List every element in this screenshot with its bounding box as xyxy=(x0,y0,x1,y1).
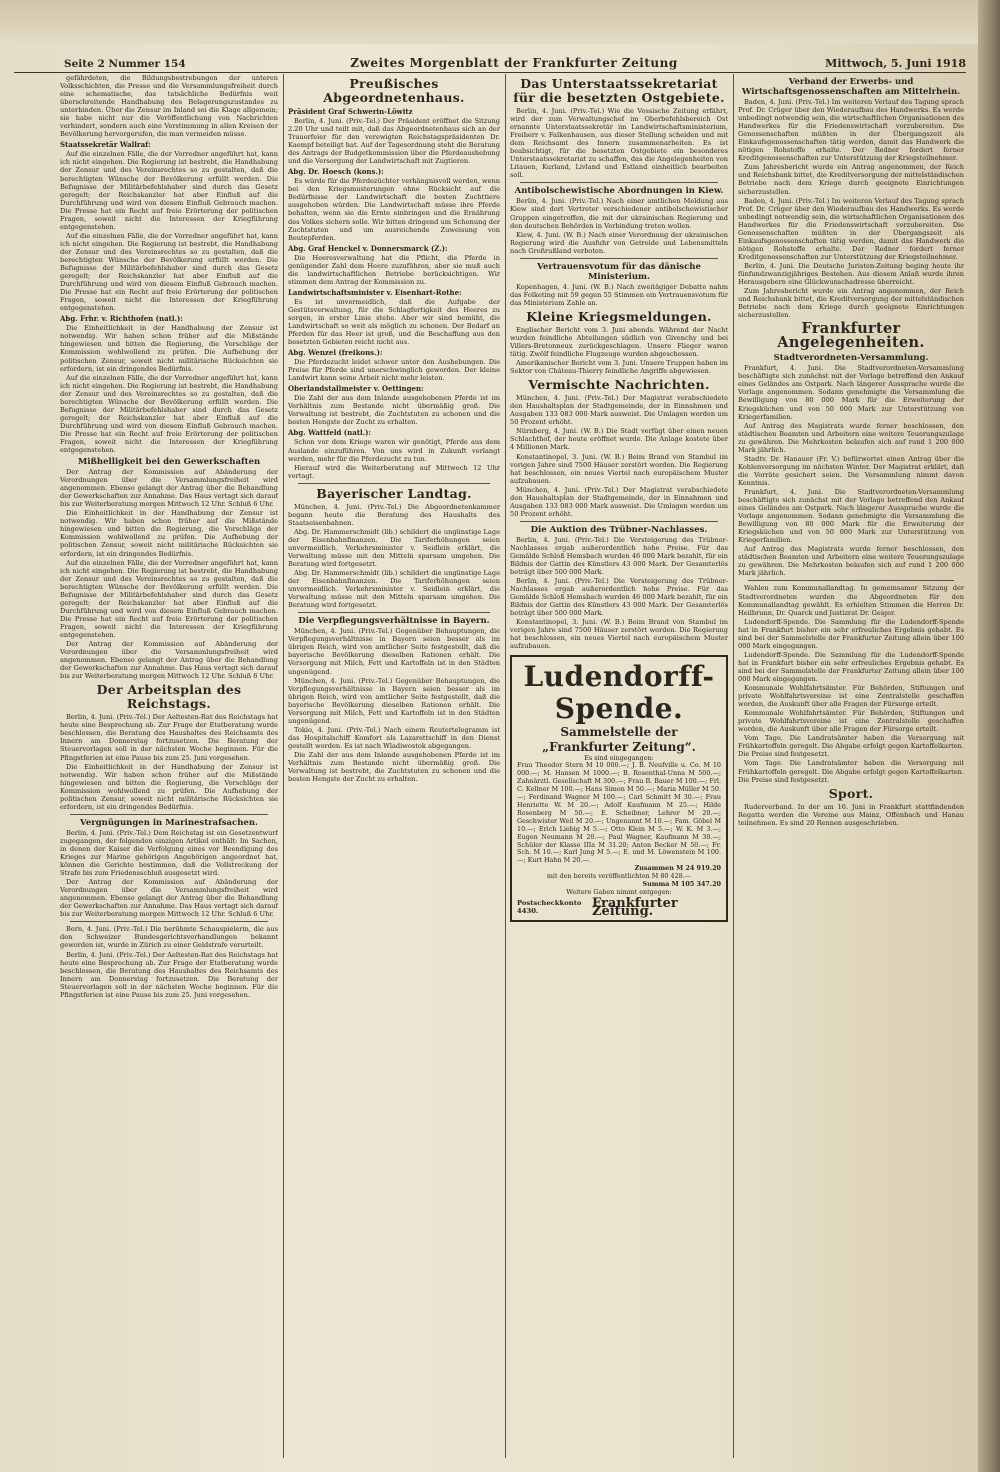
ad-sum-prev: mit den bereits veröffentlichten M 80 428.— xyxy=(546,872,692,881)
subsection-heading: Stadtverordneten-Versammlung. xyxy=(773,353,929,364)
article-text: Der Antrag der Kommission auf Abänderung der Verordnungen über die Versammlungsfreiheit wird angenommen. Ebenso gelangt der Antrag über die Behandlung der Gewerkschaften zur Annahme. Das Haus vertagt sich darauf bis zur Weiterberatung morgen Mittwoch 12 Uhr. Schluß 6 Uhr. xyxy=(60,878,278,919)
article-heading: Preußisches Abgeordnetenhaus. xyxy=(323,76,465,105)
divider xyxy=(298,483,490,484)
column-3 xyxy=(510,74,728,1458)
divider xyxy=(70,921,268,922)
article-text: Konstantinopel, 3. Juni. (W. B.) Beim Brand von Stambul im vorigen Jahre sind 7500 Häuser zerstört worden. Die Regierung hat beschlossen, ein neues Viertel nach europäischem Muster aufzubauen. xyxy=(510,452,728,485)
article-heading: Bayerischer Landtag. xyxy=(316,485,472,501)
ad-total: Summa M 105 347.20 xyxy=(642,880,721,889)
article-text: Auf die einzelnen Fälle, die der Vorredner angeführt hat, kann ich nicht eingehen. Die Regierung ist bestrebt, die Handhabung der Zensur und des Vereinsrechtes so zu gestalten, daß die berechtigten Wünsche der Bevölkerung erfüllt werden. Die Befugnisse der Militärbefehlshaber sind durch das Gesetz geregelt; der Reichskanzler hat aber Einfluß auf die Durchführung und wird von diesem Einfluß Gebrauch machen. Die Presse hat ein Recht auf freie Erörterung der politischen Fragen, soweit nicht die Interessen der Kriegführung entgegenstehen. xyxy=(60,231,278,313)
article-text: Auf Antrag des Magistrats wurde ferner beschlossen, den städtischen Beamten und Arbeitern eine weitere Teuerungszulage zu gewähren. Die Mehrkosten belaufen sich auf rund 1 200 000 Mark jährlich. xyxy=(738,545,964,578)
ad-sender: Frankfurter Zeitung. xyxy=(591,895,678,919)
speaker-heading: Abg. Graf Henckel v. Donnersmarck (Z.): xyxy=(288,243,448,253)
article-text: Wahlen zum Kommunallandtag. In gemeinsamer Sitzung der Stadtverordneten wurden die Abgeordneten für den Kommunallandtag gewählt. Es erhielten Stimmen die Herren Dr. Heilbrunn, Dr. Quarck und Justizrat Dr. Geiger. xyxy=(738,584,964,617)
article-text: Die Einheitlichkeit in der Handhabung der Zensur ist notwendig. Wir haben schon früher auf die Mißstände hingewiesen und bitten die Regierung, die Vorschläge der Kommission wohlwollend zu prüfen. Die Aufhebung der politischen Zensur, soweit nicht militärische Rücksichten sie erfordern, ist ein dringendes Bedürfnis. xyxy=(60,509,278,558)
article-text: Hierauf wird die Weiterberatung auf Mittwoch 12 Uhr vertagt. xyxy=(288,463,500,480)
article-text: Abg. Dr. Hammerschmidt (lib.) schildert die ungünstige Lage der Eisenbahnfinanzen. Die Tariferhöhungen seien unvermeidlich. Verkehrsminister v. Seidlein erklärt, die Verwaltung müsse mit den Mitteln sparsam umgehen. Die Beratung wird fortgesetzt. xyxy=(288,527,500,569)
article-text: München, 4. Juni. (Priv.-Tel.) Der Magistrat verabschiedete den Haushaltsplan der Stadtgemeinde, der in Einnahmen und Ausgaben 133 083 000 Mark ausweist. Die Umlagen werden um 50 Prozent erhöht. xyxy=(510,485,728,518)
masthead xyxy=(14,56,966,73)
section-heading: Sport. xyxy=(828,785,874,801)
article-text: Abg. Dr. Hammerschmidt (lib.) schildert die ungünstige Lage der Eisenbahnfinanzen. Die Tariferhöhungen seien unvermeidlich. Verkehrsminister v. Seidlein erklärt, die Verwaltung müsse mit den Mitteln sparsam umgehen. Die Beratung wird fortgesetzt. xyxy=(288,569,500,610)
article-text: Ruderverband. In der am 16. Juni in Frankfurt stattfindenden Regatta werden die Vereine aus Mainz, Offenbach und Hanau teilnehmen. Es sind 20 Rennen ausgeschrieben. xyxy=(738,802,964,827)
article-text: Ludendorff-Spende. Die Sammlung für die Ludendorff-Spende hat in Frankfurt bisher ein sehr erfreuliches Ergebnis gehabt. Es sind bei der Sammelstelle der Frankfurter Zeitung allein über 100 000 Mark eingegangen. xyxy=(738,617,964,650)
article-text: Auf die einzelnen Fälle, die der Vorredner angeführt hat, kann ich nicht eingehen. Die Regierung ist bestrebt, die Handhabung der Zensur und des Vereinsrechtes so zu gestalten, daß die berechtigten Wünsche der Bevölkerung erfüllt werden. Die Befugnisse der Militärbefehlshaber sind durch das Gesetz geregelt; der Reichskanzler hat aber Einfluß auf die Durchführung und wird von diesem Einfluß Gebrauch machen. Die Presse hat ein Recht auf freie Erörterung der politischen Fragen, soweit nicht die Interessen der Kriegführung entgegenstehen. xyxy=(60,150,278,231)
article-text: Frankfurt, 4. Juni. Die Stadtverordneten-Versammlung beschäftigte sich zunächst mit der Vorlage betreffend den Ankauf eines Geländes am Ostpark. Nach längerer Aussprache wurde die Vorlage angenommen. Sodann genehmigte die Versammlung die Bewilligung von 80 000 Mark für die Erweiterung der Kriegsküchen und von 50 000 Mark zur Unterstützung von Kriegerfamilien. xyxy=(738,487,964,545)
column-4 xyxy=(738,74,964,1458)
article-text: München, 4. Juni. (Priv.-Tel.) Der Magistrat verabschiedete den Haushaltsplan der Stadtgemeinde, der in Einnahmen und Ausgaben 133 083 000 Mark ausweist. Die Umlagen werden um 50 Prozent erhöht. xyxy=(510,394,728,427)
divider xyxy=(298,612,490,613)
article-text: Berlin, 4. Juni. (Priv.-Tel.) Der Aeltesten-Rat des Reichstags hat heute eine Besprechung ab. Zur Frage der Etatberatung wurde beschlossen, die Beratung des Haushaltes des Reichsamts des Innern am Donnerstag fortzusetzen. Die Beratung der Steuervorlagen soll in der nächsten Woche beginnen. Für die Pfingstferien ist eine Pause bis zum 25. Juni vorgesehen. xyxy=(60,950,278,999)
article-text: Berlin, 4. Juni. Die Deutsche Juristen-Zeitung beging heute ihr fünfundzwanzigjähriges Bestehen. Aus diesem Anlaß wurde ihren Herausgebern eine Glückwunschadresse überreicht. xyxy=(738,261,964,287)
article-text: Berlin, 4. Juni. (Priv.-Tel.) Nach einer amtlichen Meldung aus Kiew sind dort Vertreter verschiedener antibolschewistischer Gruppen eingetroffen, die mit der ukrainischen Regierung und den deutschen Behörden in Verbindung treten wollen. xyxy=(510,197,728,230)
article-text: Die Zahl der aus dem Inlande ausgehobenen Pferde ist im Verhältnis zum Bestande nicht übermäßig groß. Die Verwaltung ist bestrebt, die Zuchtstuten zu schonen und die besten Hengste der Zucht zu erhalten. xyxy=(288,394,500,427)
speaker-heading: Landwirtschaftsminister v. Eisenhart-Rothe: xyxy=(288,287,462,297)
article-heading: Das Unterstaatssekretariat für die besetzten Ostgebiete. xyxy=(513,76,725,105)
article-text: Stadtv. Dr. Hanauer (Fr. V.) befürwortet einen Antrag über die Kohlenversorgung im nächsten Winter. Der Magistrat erklärt, daß die Vorräte gesichert seien. Die Versammlung nimmt davon Kenntnis. xyxy=(738,454,964,487)
speaker-heading: Präsident Graf Schwerin-Löwitz xyxy=(288,107,413,116)
article-heading: Vertrauensvotum für das dänische Ministerium. xyxy=(537,261,701,282)
article-text: Nürnberg, 4. Juni. (W. B.) Die Stadt verfügt über einen neuen Schlachthof, der heute eröffnet wurde. Die Anlage kostete über 4 Millionen Mark. xyxy=(510,427,728,452)
article-text: Vom Tage. Die Landratsämter haben die Versorgung mit Frühkartoffeln geregelt. Die Abgabe erfolgt gegen Kartoffelkarten. Die Preise sind festgesetzt. xyxy=(738,734,964,759)
binding-edge xyxy=(978,0,1000,1472)
speaker-heading: Abg. Wattfeld (natl.): xyxy=(288,428,371,438)
article-text: Kommunale Wohlfahrtsämter. Für Behörden, Stiftungen und private Wohlfahrtsvereine ist eine Zentralstelle geschaffen worden, die Auskunft über alle Fragen der Fürsorge erteilt. xyxy=(738,684,964,709)
article-heading: Antibolschewistische Abordnungen in Kiew. xyxy=(514,186,724,197)
article-text: Baden, 4. Juni. (Priv.-Tel.) Im weiteren Verlauf des Tagung sprach Prof. Dr. Crüger über den Wiederaufbau des Handwerks. Es werde unbedingt notwendig sein, die wirtschaftlichen Organisationen des Handwerkes für die Friedenswirtschaft vorzubereiten. Die Genossenschaften müßten in der Übergangszeit als Einkaufsgenossenschaften tätig werden, damit das Handwerk die nötigen Rohstoffe erhalte. Der Redner fordert ferner Kreditgenossenschaften zur Unterstützung der Kriegsteilnehmer. xyxy=(738,196,964,261)
ad-subtitle: Sammelstelle der „Frankfurter Zeitung“. xyxy=(542,724,696,754)
article-text: Bern, 4. Juni. (Priv.-Tel.) Die berühmte Schauspielerin, die aus den Schweizer Bundesgerichtsverhandlungen bekannt geworden ist, wurde in Zürich zu einer Geldstrafe verurteilt. xyxy=(60,925,278,950)
article-text: München, 4. Juni. (Priv.-Tel.) Gegenüber Behauptungen, die Verpflegungsverhältnisse in Bayern seien besser als im übrigen Reich, wird von amtlicher Seite festgestellt, daß die bayerische Bevölkerung dieselben Rationen erhält. Die Versorgung mit Milch, Fett und Kartoffeln ist in den Städten ungenügend. xyxy=(288,627,500,676)
column-rule xyxy=(505,74,506,1458)
article-text: gefährdeten, die Bildungsbestrebungen der unteren Volksschichten, die Presse und die Versammlungsfreiheit durch eine schematische, das tatsächliche Bedürfnis weit überschreitende Handhabung des Belagerungszustandes zu unterbinden. Über die Zensur im Inland sei die Klage allgemein; sie habe nicht nur die Veröffentlichung von Nachrichten verhindert, sondern auch eine Verstimmung in allen Kreisen der Bevölkerung hervorgerufen, die man vermeiden müsse. xyxy=(60,74,278,139)
article-text: Der Antrag der Kommission auf Abänderung der Verordnungen über die Versammlungsfreiheit wird angenommen. Ebenso gelangt der Antrag über die Behandlung der Gewerkschaften zur Annahme. Das Haus vertagt sich darauf bis zur Weiterberatung morgen Mittwoch 12 Uhr. Schluß 6 Uhr. xyxy=(60,468,278,509)
ad-intro: Es sind eingegangen: xyxy=(584,753,654,762)
article-text: Die Heeresverwaltung hat die Pflicht, die Pferde in genügender Zahl dem Heere zuzuführen, aber sie muß auch die landwirtschaftlichen Betriebe berücksichtigen. Wir stimmen dem Antrag der Kommission zu. xyxy=(288,253,500,286)
article-text: Zum Jahresbericht wurde ein Antrag angenommen, der Reich und Reichsbank bittet, die Kreditversorgung der mittelständischen Betriebe nach dem Kriege durch geeignete Einrichtungen sicherzustellen. xyxy=(738,163,964,196)
column-rule xyxy=(733,74,734,1458)
divider xyxy=(520,521,718,522)
article-text: Auf Antrag des Magistrats wurde ferner beschlossen, den städtischen Beamten und Arbeitern eine weitere Teuerungszulage zu gewähren. Die Mehrkosten belaufen sich auf rund 1 200 000 Mark jährlich. xyxy=(738,421,964,454)
article-heading: Verband der Erwerbs- und Wirtschaftsgenossenschaften am Mittelrhein. xyxy=(741,77,961,97)
ad-footer xyxy=(517,895,721,919)
speaker-heading: Abg. Dr. Hoesch (kons.): xyxy=(288,167,384,177)
article-text: Vom Tage. Die Landratsämter haben die Versorgung mit Frühkartoffeln geregelt. Die Abgabe erfolgt gegen Kartoffelkarten. Die Preise sind festgesetzt. xyxy=(738,759,964,784)
article-heading: Vergnügungen in Marinestrafsachen. xyxy=(80,817,258,828)
article-text: Berlin, 4. Juni. (Priv.-Tel.) Der Präsident eröffnet die Sitzung 2.20 Uhr und teilt mit, daß das Abgeordnetenhaus sich an der Trauerfeier für den verewigten Reichstagspräsidenten Dr. Kaempf beteiligt hat. Auf der Tagesordnung steht die Beratung des Antrags der Budgetkommission über die Pferdeaushebung und die Versorgung der Landwirtschaft mit Zugtieren. xyxy=(288,117,500,166)
divider xyxy=(520,182,718,183)
article-heading: Der Arbeitsplan des Reichstags. xyxy=(96,682,242,712)
article-text: Berlin, 4. Juni. (Priv.-Tel.) Die Versteigerung des Trübner-Nachlasses ergab außerordentlich hohe Preise. Für das Gemälde Schloß Hemsbach wurden 46 000 Mark bezahlt, für ein Bildnis der Gattin des Künstlers 43 000 Mark. Der Gesamterlös beträgt über 500 000 Mark. xyxy=(510,535,728,577)
article-text: Amerikanischer Bericht vom 3. Juni. Unsere Truppen haben im Sektor von Château-Thierry feindliche Angriffe abgewiesen. xyxy=(510,359,728,376)
article-text: Berlin, 4. Juni. (Priv.-Tel.) Dem Reichstag ist ein Gesetzentwurf zugegangen, der folgenden einzigen Artikel enthält: Im Sachen, in denen der Kaiser die Verfolgung eines vor Beendigung des Krieges zur Marine gehörigen Angehörigen angeordnet hat, können die Gerichte bestimmen, daß die Vollstreckung der Strafe bis zum Friedensschluß ausgesetzt wird. xyxy=(60,828,278,878)
article-text: Berlin, 4. Juni. (Priv.-Tel.) Wie die Vossische Zeitung erfährt, wird der zum Verwaltungschef im Oberbefehlsbereich Ost ernannte Unterstaatssekretär im Landwirtschaftsministerium, Freiherr v. Falkenhausen, aus dieser Stellung scheiden und mit dem Reichsamt des Innern zusammenarbeiten. Es ist beabsichtigt, für die besetzten Ostgebiete ein besonderes Unterstaatssekretariat zu schaffen, das die Angelegenheiten von Litauen, Kurland, Livland und Estland einheitlich bearbeiten soll. xyxy=(510,107,728,180)
article-text: Schon vor dem Kriege waren wir genötigt, Pferde aus dem Auslande einzuführen. Von uns wird in Zukunft verlangt werden, mehr für die Pferdezucht zu tun. xyxy=(288,438,500,463)
ad-title: Ludendorff-Spende. xyxy=(523,659,715,725)
article-text: Kommunale Wohlfahrtsämter. Für Behörden, Stiftungen und private Wohlfahrtsvereine ist eine Zentralstelle geschaffen worden, die Auskunft über alle Fragen der Fürsorge erteilt. xyxy=(738,709,964,734)
ad-more: Weitere Gaben nimmt entgegen: xyxy=(566,887,672,896)
article-heading: Die Verpflegungsverhältnisse in Bayern. xyxy=(298,616,490,627)
article-text: Berlin, 4. Juni. (Priv.-Tel.) Die Versteigerung des Trübner-Nachlasses ergab außerordentlich hohe Preise. Für das Gemälde Schloß Hemsbach wurden 46 000 Mark bezahlt, für ein Bildnis der Gattin des Künstlers 43 000 Mark. Der Gesamterlös beträgt über 500 000 Mark. xyxy=(510,577,728,618)
section-heading: Mißhelligkeit bei den Gewerkschaften xyxy=(77,457,261,468)
column-rule xyxy=(283,74,284,1458)
donor-list: Frau Theodor Stern M 10 000.—; J. B. Neufville u. Co. M 10 000.—; M. Hansen M 1000.—; B. Rosenthal-Unna M 500.—; Zahnärztl. Gesellschaft M 300.—; Frau B. Bauer M 100.—; Frl. C. Kellner M 100.—; Hans Simon M 50.—; Maria Müller M 50.—; Ferdinand Wagner M 100.—; Carl Schmitt M 30.—; Frau Henriette W. M 20.—; Adolf Kaufmann M 25.—; Hilde Rosenberg M 50.—; E. Scheibner, Lehrer M 20.—; Geschwister Weil M 20.—; Ungenannt M 10.—; Fam. Göbel M 10.—; Erich Liebig M 5.—; Otto Klein M 5.—; W. K. M 3.—; Eugen Neumann M 20.—; Paul Wagner, Kaufmann M 30.—; Schüler der Klasse IIIa M 31.20; Anton Becker M 50.—; Fr. Sch. M 10.—; Karl Jung M 5.—; E. und M. Löwenstein M 100.—; Kurt Hahn M 20.—. xyxy=(517,761,721,865)
speaker-heading: Oberlandstallmeister v. Oettingen: xyxy=(288,384,424,394)
speaker-heading: Abg. Wenzel (freikons.): xyxy=(288,348,383,358)
article-text: Kopenhagen, 4. Juni. (W. B.) Nach zweitägiger Debatte nahm das Folketing mit 59 gegen 55 Stimmen ein Vertrauensvotum für das Ministerium Zahle an. xyxy=(510,282,728,307)
article-text: Die Pferdezucht leidet schwer unter den Aushebungen. Die Preise für Pferde sind unerschwinglich geworden. Der kleine Landwirt kann seine Arbeit nicht mehr leisten. xyxy=(288,358,500,383)
ad-sum: Zusammen M 24 919.20 xyxy=(634,864,721,873)
article-text: Frankfurt, 4. Juni. Die Stadtverordneten-Versammlung beschäftigte sich zunächst mit der Vorlage betreffend den Ankauf eines Geländes am Ostpark. Nach längerer Aussprache wurde die Vorlage angenommen. Sodann genehmigte die Versammlung die Bewilligung von 80 000 Mark für die Erweiterung der Kriegsküchen und von 50 000 Mark zur Unterstützung von Kriegerfamilien. xyxy=(738,364,964,421)
article-heading: Die Auktion des Trübner-Nachlasses. xyxy=(530,524,708,535)
section-heading: Frankfurter Angelegenheiten. xyxy=(777,320,925,352)
article-text: Die Einheitlichkeit in der Handhabung der Zensur ist notwendig. Wir haben schon früher auf die Mißstände hingewiesen und bitten die Regierung, die Vorschläge der Kommission wohlwollend zu prüfen. Die Aufhebung der politischen Zensur, soweit nicht militärische Rücksichten sie erfordern, ist ein dringendes Bedürfnis. xyxy=(60,324,278,373)
article-text: Kiew, 4. Juni. (W. B.) Nach einer Verordnung der ukrainischen Regierung wird die Ausfuhr von Getreide und Lebensmitteln nach Großrußland verboten. xyxy=(510,230,728,255)
article-text: Baden, 4. Juni. (Priv.-Tel.) Im weiteren Verlauf des Tagung sprach Prof. Dr. Crüger über den Wiederaufbau des Handwerks. Es werde unbedingt notwendig sein, die wirtschaftlichen Organisationen des Handwerkes für die Friedenswirtschaft vorzubereiten. Die Genossenschaften müßten in der Übergangszeit als Einkaufsgenossenschaften tätig werden, damit das Handwerk die nötigen Rohstoffe erhalte. Der Redner fordert ferner Kreditgenossenschaften zur Unterstützung der Kriegsteilnehmer. xyxy=(738,98,964,163)
divider xyxy=(70,814,268,815)
column-1 xyxy=(60,74,278,1458)
speaker-heading: Staatssekretär Wallraf: xyxy=(60,140,151,150)
article-text: Auf die einzelnen Fälle, die der Vorredner angeführt hat, kann ich nicht eingehen. Die Regierung ist bestrebt, die Handhabung der Zensur und des Vereinsrechtes so zu gestalten, daß die berechtigten Wünsche der Bevölkerung erfüllt werden. Die Befugnisse der Militärbefehlshaber sind durch das Gesetz geregelt; der Reichskanzler hat aber Einfluß auf die Durchführung und wird von diesem Einfluß Gebrauch machen. Die Presse hat ein Recht auf freie Erörterung der politischen Fragen, soweit nicht die Interessen der Kriegführung entgegenstehen. xyxy=(60,373,278,455)
article-text: Zum Jahresbericht wurde ein Antrag angenommen, der Reich und Reichsbank bittet, die Kreditversorgung der mittelständischen Betriebe nach dem Kriege durch geeignete Einrichtungen sicherzustellen. xyxy=(738,287,964,320)
article-text: München, 4. Juni. (Priv.-Tel.) Die Abgeordnetenkammer begann heute die Beratung des Haushalts des Staatseisenbahnen. xyxy=(288,502,500,527)
article-text: Die Zahl der aus dem Inlande ausgehobenen Pferde ist im Verhältnis zum Bestande nicht übermäßig groß. Die Verwaltung ist bestrebt, die Zuchtstuten zu schonen und die besten Hengste der Zucht zu erhalten. xyxy=(288,751,500,784)
page-number: Seite 2 Nummer 154 xyxy=(64,58,186,70)
article-text: Die Einheitlichkeit in der Handhabung der Zensur ist notwendig. Wir haben schon früher auf die Mißstände hingewiesen und bitten die Regierung, die Vorschläge der Kommission wohlwollend zu prüfen. Die Aufhebung der politischen Zensur, soweit nicht militärische Rücksichten sie erfordern, ist ein dringendes Bedürfnis. xyxy=(60,762,278,811)
article-text: Konstantinopel, 3. Juni. (W. B.) Beim Brand von Stambul im vorigen Jahre sind 7500 Häuser zerstört worden. Die Regierung hat beschlossen, ein neues Viertel nach europäischem Muster aufzubauen. xyxy=(510,618,728,651)
article-text: Ludendorff-Spende. Die Sammlung für die Ludendorff-Spende hat in Frankfurt bisher ein sehr erfreuliches Ergebnis gehabt. Es sind bei der Sammelstelle der Frankfurter Zeitung allein über 100 000 Mark eingegangen. xyxy=(738,650,964,683)
article-heading: Kleine Kriegsmeldungen. xyxy=(526,308,712,324)
ludendorff-spende-ad xyxy=(510,655,728,922)
divider xyxy=(520,258,718,259)
article-text: Auf die einzelnen Fälle, die der Vorredner angeführt hat, kann ich nicht eingehen. Die Regierung ist bestrebt, die Handhabung der Zensur und des Vereinsrechtes so zu gestalten, daß die berechtigten Wünsche der Bevölkerung erfüllt werden. Die Befugnisse der Militärbefehlshaber sind durch das Gesetz geregelt; der Reichskanzler hat aber Einfluß auf die Durchführung und wird von diesem Einfluß Gebrauch machen. Die Presse hat ein Recht auf freie Erörterung der politischen Fragen, soweit nicht die Interessen der Kriegführung entgegenstehen. xyxy=(60,558,278,639)
article-text: München, 4. Juni. (Priv.-Tel.) Gegenüber Behauptungen, die Verpflegungsverhältnisse in Bayern seien besser als im übrigen Reich, wird von amtlicher Seite festgestellt, daß die bayerische Bevölkerung dieselben Rationen erhält. Die Versorgung mit Milch, Fett und Kartoffeln ist in den Städten ungenügend. xyxy=(288,676,500,725)
article-text: Es würde für die Pferdezüchter verhängnisvoll werden, wenn bei den Kriegsmusterungen ohne Rücksicht auf die Bedürfnisse der Landwirtschaft die besten Zuchttiere ausgehoben würden. Die Landwirtschaft müsse ihre Pferde behalten, wenn sie die Ernte einbringen und die Ernährung des Volkes sichern solle. Wir bitten dringend um Schonung der Zuchtstuten und um ausreichende Zuweisung von Beutepferden. xyxy=(288,177,500,242)
article-text: Berlin, 4. Juni. (Priv.-Tel.) Der Aeltesten-Rat des Reichstags hat heute eine Besprechung ab. Zur Frage der Etatberatung wurde beschlossen, die Beratung des Haushaltes des Reichsamts des Innern am Donnerstag fortzusetzen. Die Beratung der Steuervorlagen soll in der nächsten Woche beginnen. Für die Pfingstferien ist eine Pause bis zum 25. Juni vorgesehen. xyxy=(60,713,278,762)
issue-date: Mittwoch, 5. Juni 1918 xyxy=(825,57,966,70)
article-text: Es ist unvermeidlich, daß die Aufgabe der Gestütsverwaltung, für die Schlagfertigkeit des Heeres zu sorgen, in erster Linie stehe. Aber wir sind bemüht, die Landwirtschaft so weit als möglich zu schonen. Der Bedarf an Pferden für das Heer ist groß, und die Beschaffung aus den besetzten Gebieten reicht nicht aus. xyxy=(288,297,500,347)
speaker-heading: Abg. Frhr. v. Richthofen (natl.): xyxy=(60,314,183,324)
article-text: Tokio, 4. Juni. (Priv.-Tel.) Nach einem Reutertelegramm ist das Hospitalschiff Komfort als Lazarettschiff in den Dienst gestellt worden. Es ist nach Wladiwostok abgegangen. xyxy=(288,725,500,750)
article-text: Englischer Bericht vom 3. Juni abends. Während der Nacht wurden feindliche Abteilungen südlich von Givenchy und bei Villers-Bretonneux zurückgeschlagen. Unsere Flieger waren tätig. Zwölf feindliche Flugzeuge wurden abgeschossen. xyxy=(510,325,728,359)
divider xyxy=(748,580,954,581)
column-2 xyxy=(288,74,500,1458)
postcheck-account: Postscheckkonto 4430. xyxy=(517,898,582,915)
article-heading: Vermischte Nachrichten. xyxy=(528,377,710,393)
scan-top-edge xyxy=(0,0,1000,44)
paper-title: Zweites Morgenblatt der Frankfurter Zeitung xyxy=(350,56,678,70)
article-text: Der Antrag der Kommission auf Abänderung der Verordnungen über die Versammlungsfreiheit wird angenommen. Ebenso gelangt der Antrag über die Behandlung der Gewerkschaften zur Annahme. Das Haus vertagt sich darauf bis zur Weiterberatung morgen Mittwoch 12 Uhr. Schluß 6 Uhr. xyxy=(60,640,278,681)
